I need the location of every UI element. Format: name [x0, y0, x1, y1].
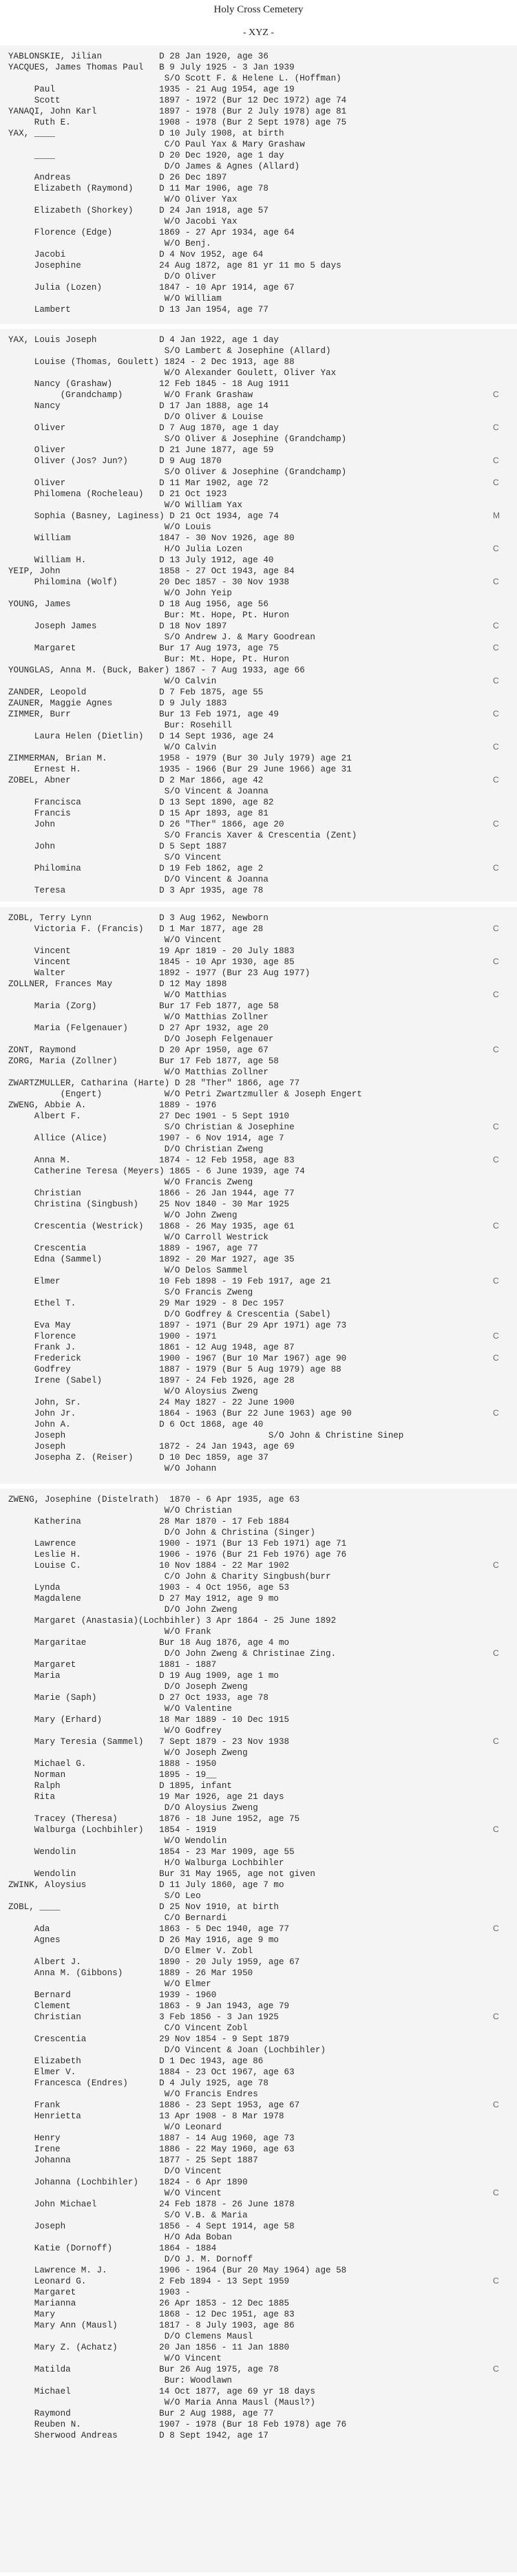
record-line: (Engert) W/O Petri Zwartzmuller & Joseph Engert: [8, 1089, 362, 1099]
record-line: Joseph James D 18 Nov 1897: [8, 621, 227, 631]
record-line: Agnes D 26 May 1916, age 9 mo: [8, 1935, 279, 1945]
record-line: Oliver D 11 Mar 1902, age 72: [8, 478, 268, 488]
record-line: Oliver (Jos? Jun?) D 9 Aug 1870: [8, 456, 222, 466]
record-line: Ernest H. 1935 - 1966 (Bur 29 June 1966) age 31: [8, 765, 352, 774]
record-line: Teresa D 3 Apr 1935, age 78: [8, 886, 264, 895]
margin-mark: C: [493, 742, 499, 752]
record-line: Wendolin 1854 - 23 Mar 1909, age 55: [8, 1847, 295, 1857]
record-line: Lawrence 1900 - 1971 (Bur 13 Feb 1971) age 71: [8, 1539, 347, 1548]
margin-mark: C: [493, 819, 499, 829]
record-line: W/O Delos Sammel: [8, 1266, 248, 1275]
margin-mark: C: [493, 1560, 499, 1570]
record-line: Elizabeth (Shorkey) D 24 Jan 1918, age 57: [8, 206, 268, 215]
record-line: Johanna (Lochbihler) 1824 - 6 Apr 1890: [8, 2178, 248, 2187]
margin-mark: C: [493, 544, 499, 553]
record-line: Mary 1868 - 12 Dec 1951, age 83: [8, 2310, 295, 2319]
margin-mark: C: [493, 676, 499, 685]
margin-mark: C: [493, 1648, 499, 1658]
record-line: H/O Walburga Lochbihler: [8, 1858, 284, 1868]
record-line: W/O Alexander Goulett, Oliver Yax: [8, 368, 337, 378]
record-line: Elmer V. 1884 - 23 Oct 1967, age 63: [8, 2067, 295, 2077]
record-line: W/O Matthias Zollner: [8, 1012, 268, 1022]
record-line: ZOLLNER, Frances May D 12 May 1898: [8, 979, 227, 989]
record-line: Paul 1935 - 21 Aug 1954, age 19: [8, 85, 295, 94]
record-line: Allice (Alice) 1907 - 6 Nov 1914, age 7: [8, 1133, 284, 1143]
margin-mark: C: [493, 577, 499, 586]
record-line: C/O Paul Yax & Mary Grashaw: [8, 140, 305, 149]
record-line: S/O V.B. & Maria: [8, 2211, 248, 2220]
margin-mark: C: [493, 456, 499, 465]
record-line: S/O Andrew J. & Mary Goodrean: [8, 632, 315, 642]
record-line: John D 5 Sept 1887: [8, 842, 227, 851]
record-line: Ethel T. 29 Mar 1929 - 8 Dec 1957: [8, 1299, 284, 1308]
record-line: W/O Johann: [8, 1464, 217, 1473]
record-panel-2: [0, 329, 517, 902]
record-line: W/O Calvin: [8, 743, 217, 752]
record-line: H/O Julia Lozen: [8, 544, 243, 554]
record-line: Katherina 28 Mar 1870 - 17 Feb 1884: [8, 1517, 290, 1526]
margin-mark: C: [493, 709, 499, 718]
record-line: Albert F. 27 Dec 1901 - 5 Sept 1910: [8, 1111, 290, 1121]
record-line: D/O Godfrey & Crescentia (Sabel): [8, 1310, 331, 1319]
record-line: W/O Elmer: [8, 1979, 211, 1989]
record-line: Frank J. 1861 - 12 Aug 1948, age 87: [8, 1343, 295, 1352]
record-line: William 1847 - 30 Nov 1926, age 80: [8, 533, 295, 543]
record-line: Margaret (Anastasia)(Lochbihler) 3 Apr 1864 - 25 June 1892: [8, 1616, 337, 1626]
record-line: W/O Jacobi Yax: [8, 217, 238, 226]
record-line: W/O Christian: [8, 1506, 232, 1515]
record-line: S/O Lambert & Josephine (Allard): [8, 346, 331, 356]
margin-mark: C: [493, 390, 499, 399]
record-line: Marianna 26 Apr 1853 - 12 Dec 1885: [8, 2299, 290, 2308]
record-line: D/O John Zweng: [8, 1605, 238, 1615]
record-line: Sherwood Andreas D 8 Sept 1942, age 17: [8, 2431, 268, 2440]
record-line: Scott 1897 - 1972 (Bur 12 Dec 1972) age 74: [8, 96, 347, 105]
record-line: ZANDER, Leopold D 7 Feb 1875, age 55: [8, 688, 264, 697]
record-line: YACQUES, James Thomas Paul B 9 July 1925 - 3 Jan 1939: [8, 63, 295, 72]
record-line: Walburga (Lochbihler) 1854 - 1919: [8, 1825, 217, 1835]
record-panel-4: [0, 1489, 517, 2573]
margin-mark: C: [493, 957, 499, 966]
record-line: Lynda 1903 - 4 Oct 1956, age 53: [8, 1583, 290, 1593]
record-line: C/O John & Charity Singbush(burr: [8, 1572, 331, 1582]
record-line: Lambert D 13 Jan 1954, age 77: [8, 305, 268, 315]
record-line: Vincent 1845 - 10 Apr 1930, age 85: [8, 957, 295, 967]
record-line: D/O Vincent & Joanna: [8, 875, 268, 884]
margin-mark: M: [493, 511, 500, 520]
record-line: Matilda Bur 26 Aug 1975, age 78: [8, 2365, 279, 2374]
record-line: D/O John Zweng & Christinae Zing.: [8, 1649, 337, 1659]
record-line: W/O Calvin: [8, 677, 217, 686]
record-line: Crescentia (Westrick) 1868 - 26 May 1935, age 61: [8, 1222, 295, 1231]
margin-mark: C: [493, 1824, 499, 1834]
margin-mark: C: [493, 1331, 499, 1341]
record-line: John Michael 24 Feb 1878 - 26 June 1878: [8, 2200, 295, 2209]
record-line: D/O Aloysius Zweng: [8, 1803, 258, 1813]
record-line: W/O Matthias Zollner: [8, 1067, 268, 1077]
record-line: Bur: Mt. Hope, Pt. Huron: [8, 610, 290, 620]
record-line: D/O Vincent: [8, 2167, 222, 2176]
record-line: Victoria F. (Francis) D 1 Mar 1877, age 28: [8, 924, 264, 934]
document-subtitle: - XYZ -: [242, 28, 275, 38]
record-line: W/O William Yax: [8, 500, 243, 510]
record-line: Ruth E. 1908 - 1978 (Bur 2 Sept 1978) age 75: [8, 118, 347, 127]
record-line: YOUNG, James D 18 Aug 1956, age 56: [8, 599, 268, 609]
record-line: D/O Oliver: [8, 272, 217, 281]
record-line: Michael G. 1888 - 1950: [8, 1759, 217, 1769]
record-line: Margaret Bur 17 Aug 1973, age 75: [8, 643, 279, 653]
record-line: ZWENG, Abbie A. 1889 - 1976: [8, 1100, 217, 1110]
margin-mark: C: [493, 478, 499, 487]
record-line: Michael 14 Oct 1877, age 69 yr 18 days: [8, 2387, 315, 2396]
record-line: YANAQI, John Karl 1897 - 1978 (Bur 2 July 1978) age 81: [8, 107, 347, 116]
record-line: ZOBL, Terry Lynn D 3 Aug 1962, Newborn: [8, 913, 268, 923]
record-line: D/O James & Agnes (Allard): [8, 162, 300, 171]
record-line: S/O Scott F. & Helene L. (Hoffman): [8, 74, 341, 83]
record-line: Francis D 15 Apr 1893, age 81: [8, 809, 268, 818]
margin-mark: C: [493, 1155, 499, 1164]
record-line: Mary (Erhard) 18 Mar 1889 - 10 Dec 1915: [8, 1715, 290, 1725]
record-line: ZOBEL, Abner D 2 Mar 1866, age 42: [8, 776, 264, 785]
record-line: Lawrence M. J. 1906 - 1964 (Bur 20 May 1964) age 58: [8, 2266, 347, 2275]
record-line: Rita 19 Mar 1926, age 21 days: [8, 1792, 284, 1802]
record-line: Josephine 24 Aug 1872, age 81 yr 11 mo 5 days: [8, 261, 341, 270]
record-line: Marie (Saph) D 27 Oct 1933, age 78: [8, 1693, 268, 1703]
record-line: Katie (Dornoff) 1864 - 1884: [8, 2244, 217, 2253]
record-line: Henrietta 13 Apr 1908 - 8 Mar 1978: [8, 2111, 284, 2121]
record-line: Christian 3 Feb 1856 - 3 Jan 1925: [8, 2012, 279, 2022]
record-line: Josepha Z. (Reiser) D 10 Dec 1859, age 37: [8, 1453, 268, 1462]
record-line: YAX, ____ D 10 July 1908, at birth: [8, 129, 284, 138]
record-line: Francisca D 13 Sept 1890, age 82: [8, 798, 274, 807]
record-line: D/O Clemens Mausl: [8, 2332, 253, 2341]
record-line: Tracey (Theresa) 1876 - 18 June 1952, age 75: [8, 1814, 300, 1824]
record-line: Catherine Teresa (Meyers) 1865 - 6 June 1939, age 74: [8, 1167, 305, 1176]
record-line: Walter 1892 - 1977 (Bur 23 Aug 1977): [8, 968, 310, 978]
record-line: John A. D 6 Oct 1868, age 40: [8, 1420, 264, 1429]
margin-mark: C: [493, 1353, 499, 1363]
record-line: W/O Matthias: [8, 990, 227, 1000]
record-line: Elizabeth (Raymond) D 11 Mar 1906, age 78: [8, 184, 268, 193]
record-line: ZWARTZMULLER, Catharina (Harte) D 28 "Ther" 1866, age 77: [8, 1078, 300, 1088]
record-line: Henry 1887 - 14 Aug 1960, age 73: [8, 2133, 295, 2143]
margin-mark: C: [493, 1736, 499, 1746]
margin-mark: C: [493, 2276, 499, 2286]
record-line: W/O Joseph Zweng: [8, 1748, 248, 1758]
record-lines: [8, 913, 490, 1474]
record-line: Maria D 19 Aug 1909, age 1 mo: [8, 1671, 279, 1681]
record-line: W/O Aloysius Zweng: [8, 1387, 258, 1396]
record-line: Bur: Woodlawn: [8, 2376, 232, 2385]
record-line: John, Sr. 24 May 1827 - 22 June 1900: [8, 1398, 295, 1407]
margin-mark: C: [493, 1221, 499, 1231]
record-line: S/O Leo: [8, 1891, 201, 1901]
record-line: H/O Ada Boban: [8, 2233, 232, 2242]
record-line: Bur: Rosehill: [8, 721, 232, 730]
record-line: D/O John & Christina (Singer): [8, 1528, 315, 1537]
record-line: C/O Bernardi: [8, 1913, 227, 1923]
record-line: W/O John Zweng: [8, 1211, 238, 1220]
margin-mark: C: [493, 1122, 499, 1131]
record-line: W/O Valentine: [8, 1704, 232, 1714]
record-line: Anna M. 1874 - 12 Feb 1958, age 83: [8, 1156, 295, 1165]
record-line: ZORG, Maria (Zollner) Bur 17 Feb 1877, age 58: [8, 1056, 279, 1066]
record-line: Mary Teresia (Sammel) 7 Sept 1879 - 23 Nov 1938: [8, 1737, 290, 1747]
margin-mark: C: [493, 1276, 499, 1286]
record-line: Philomina (Wolf) 20 Dec 1857 - 30 Nov 1938: [8, 577, 290, 587]
record-panel-1: [0, 45, 517, 324]
margin-mark: C: [493, 1045, 499, 1054]
record-line: W/O Wendolin: [8, 1836, 227, 1846]
record-line: Philomina D 19 Feb 1862, age 2: [8, 864, 264, 873]
record-line: Elmer 10 Feb 1898 - 19 Feb 1917, age 21: [8, 1277, 331, 1286]
record-line: D/O Joseph Felgenauer: [8, 1034, 274, 1044]
record-line: Ralph D 1895, infant: [8, 1781, 232, 1791]
record-line: YOUNGLAS, Anna M. (Buck, Baker) 1867 - 7 Aug 1933, age 66: [8, 666, 305, 675]
record-line: Florence (Edge) 1869 - 27 Apr 1934, age 64: [8, 228, 295, 237]
margin-mark: C: [493, 924, 499, 933]
record-line: (Grandchamp) W/O Frank Grashaw: [8, 390, 253, 400]
record-line: ZIMMERMAN, Brian M. 1958 - 1979 (Bur 30 July 1979) age 21: [8, 754, 352, 763]
record-line: YEIP, John 1858 - 27 Oct 1943, age 84: [8, 566, 295, 576]
record-line: Maria (Felgenauer) D 27 Apr 1932, age 20: [8, 1023, 268, 1033]
record-line: Clement 1863 - 9 Jan 1943, age 79: [8, 2001, 290, 2011]
record-line: Mary Z. (Achatz) 20 Jan 1856 - 11 Jan 1880: [8, 2343, 290, 2352]
margin-mark: C: [493, 423, 499, 432]
record-line: Ada 1863 - 5 Dec 1940, age 77: [8, 1924, 290, 1934]
record-line: ZOBL, ____ D 25 Nov 1910, at birth: [8, 1902, 279, 1912]
record-line: ZIMMER, Burr Bur 13 Feb 1971, age 49: [8, 710, 279, 719]
record-line: Mary Ann (Mausl) 1817 - 8 July 1903, age 86: [8, 2321, 295, 2330]
document-title: Holy Cross Cemetery: [213, 4, 304, 15]
record-line: Bur: Mt. Hope, Pt. Huron: [8, 654, 290, 664]
record-line: Frederick 1900 - 1967 (Bur 10 Mar 1967) age 90: [8, 1354, 347, 1363]
record-line: D/O Christian Zweng: [8, 1145, 264, 1154]
record-line: Norman 1895 - 19__: [8, 1770, 217, 1780]
record-line: Nancy D 17 Jan 1888, age 14: [8, 401, 268, 411]
record-line: W/O Maria Anna Mausl (Mausl?): [8, 2398, 315, 2407]
record-line: YABLONSKIE, Jilian D 28 Jan 1920, age 36: [8, 52, 268, 61]
record-line: Laura Helen (Dietlin) D 14 Sept 1936, age 24: [8, 732, 274, 741]
record-line: Irene (Sabel) 1897 - 24 Feb 1926, age 28: [8, 1376, 295, 1385]
margin-mark: C: [493, 863, 499, 873]
record-line: Magdalene D 27 May 1912, age 9 mo: [8, 1594, 279, 1604]
record-line: Johanna 1877 - 25 Sept 1887: [8, 2155, 258, 2165]
record-line: Leslie H. 1906 - 1976 (Bur 21 Feb 1976) age 76: [8, 1550, 347, 1560]
record-line: Leonard G. 2 Feb 1894 - 13 Sept 1959: [8, 2277, 290, 2286]
margin-mark: C: [493, 2100, 499, 2109]
record-line: S/O Christian & Josephine: [8, 1122, 295, 1132]
record-line: Frank 1886 - 23 Sept 1953, age 67: [8, 2100, 300, 2110]
record-line: Bernard 1939 - 1960: [8, 1990, 217, 2000]
record-line: Crescentia 1889 - 1967, age 77: [8, 1244, 258, 1253]
record-line: W/O Francis Zweng: [8, 1178, 253, 1187]
margin-mark: C: [493, 643, 499, 652]
record-line: W/O Benj.: [8, 239, 211, 248]
record-line: Margaret 1881 - 1887: [8, 1660, 217, 1670]
record-line: Philomena (Rocheleau) D 21 Oct 1923: [8, 489, 227, 499]
record-line: D/O Joseph Zweng: [8, 1682, 248, 1692]
record-line: W/O Frank: [8, 1627, 211, 1637]
record-line: Irene 1886 - 22 May 1960, age 63: [8, 2144, 295, 2154]
record-line: C/O Vincent Zobl: [8, 2023, 248, 2033]
record-line: ZONT, Raymond D 20 Apr 1950, age 67: [8, 1045, 268, 1055]
record-line: Wendolin Bur 31 May 1965, age not given: [8, 1869, 315, 1879]
record-line: William H. D 13 July 1912, age 40: [8, 555, 274, 565]
record-line: W/O Vincent: [8, 935, 222, 945]
record-line: S/O Vincent: [8, 853, 222, 862]
record-line: Joseph 1856 - 4 Sept 1914, age 58: [8, 2222, 295, 2231]
record-panel-3: [0, 907, 517, 1484]
record-line: W/O Francis Endres: [8, 2089, 258, 2099]
record-line: W/O Louis: [8, 522, 211, 532]
record-line: Julia (Lozen) 1847 - 10 Apr 1914, age 67: [8, 283, 295, 292]
record-line: S/O Francis Zweng: [8, 1288, 253, 1297]
margin-mark: C: [493, 2364, 499, 2374]
record-line: Anna M. (Gibbons) 1889 - 26 Mar 1950: [8, 1968, 253, 1978]
record-line: W/O Leonard: [8, 2122, 222, 2132]
record-line: Maria (Zorg) Bur 17 Feb 1877, age 58: [8, 1001, 279, 1011]
margin-mark: C: [493, 1924, 499, 1933]
margin-mark: C: [493, 775, 499, 785]
record-line: Christian 1866 - 26 Jan 1944, age 77: [8, 1189, 295, 1198]
record-line: Joseph 1872 - 24 Jan 1943, age 69: [8, 1442, 295, 1451]
record-line: D/O Elmer V. Zobl: [8, 1946, 253, 1956]
record-line: Edna (Sammel) 1892 - 20 Mar 1927, age 35: [8, 1255, 295, 1264]
record-line: Godfrey 1887 - 1979 (Bur 5 Aug 1979) age 88: [8, 1365, 341, 1374]
record-line: S/O Oliver & Josephine (Grandchamp): [8, 467, 347, 477]
record-line: Vincent 19 Apr 1819 - 20 July 1883: [8, 946, 295, 956]
record-line: W/O Vincent: [8, 2189, 222, 2198]
record-line: Eva May 1897 - 1971 (Bur 29 Apr 1971) age 73: [8, 1321, 347, 1330]
record-line: D/O J. M. Dornoff: [8, 2255, 253, 2264]
record-line: W/O Oliver Yax: [8, 195, 238, 204]
margin-mark: C: [493, 2188, 499, 2197]
record-line: Louise C. 10 Nov 1884 - 22 Mar 1902: [8, 1561, 290, 1571]
record-line: Oliver D 7 Aug 1870, age 1 day: [8, 423, 279, 433]
record-line: W/O Vincent: [8, 2354, 222, 2363]
record-line: W/O William: [8, 294, 222, 304]
record-line: Elizabeth D 1 Dec 1943, age 86: [8, 2056, 264, 2066]
record-line: S/O Vincent & Joanna: [8, 787, 268, 796]
record-line: ZWENG, Josephine (Distelrath) 1870 - 6 Apr 1935, age 63: [8, 1495, 300, 1504]
record-line: John D 26 "Ther" 1866, age 20: [8, 820, 284, 829]
record-line: Christina (Singbush) 25 Nov 1840 - 30 Mar 1925: [8, 1200, 290, 1209]
record-line: S/O Oliver & Josephine (Grandchamp): [8, 434, 347, 444]
record-line: S/O Francis Xaver & Crescentia (Zent): [8, 831, 357, 840]
record-line: Margaret 1903 -: [8, 2288, 196, 2297]
record-line: W/O Godfrey: [8, 1726, 222, 1736]
record-line: Jacobi D 4 Nov 1952, age 64: [8, 250, 264, 259]
record-line: W/O Carroll Westrick: [8, 1233, 268, 1242]
margin-mark: C: [493, 2012, 499, 2021]
record-line: John Jr. 1864 - 1963 (Bur 22 June 1963) age 90: [8, 1409, 352, 1418]
record-line: Oliver D 21 June 1877, age 59: [8, 445, 274, 455]
record-line: Louise (Thomas, Goulett) 1824 - 2 Dec 1913, age 88: [8, 357, 295, 367]
record-line: Andreas D 26 Dec 1897: [8, 173, 227, 182]
record-line: Nancy (Grashaw) 12 Feb 1845 - 18 Aug 1911: [8, 379, 290, 389]
record-lines: [8, 1494, 490, 2441]
record-line: Crescentia 29 Nov 1854 - 9 Sept 1879: [8, 2034, 290, 2044]
record-line: Joseph S/O John & Christine Sinep: [8, 1431, 404, 1440]
record-line: W/O John Yeip: [8, 588, 232, 598]
record-line: Sophia (Basney, Laginess) D 21 Oct 1934, age 74: [8, 511, 279, 521]
record-line: Florence 1900 - 1971: [8, 1332, 217, 1341]
record-line: Reuben N. 1907 - 1978 (Bur 18 Feb 1978) age 76: [8, 2420, 347, 2429]
record-line: Albert J. 1890 - 20 July 1959, age 67: [8, 1957, 300, 1967]
record-line: ZWINK, Aloysius D 11 July 1860, age 7 mo: [8, 1880, 284, 1890]
margin-mark: C: [493, 990, 499, 999]
record-line: D/O Vincent & Joan (Lochbihler): [8, 2045, 326, 2055]
record-line: D/O Oliver & Louise: [8, 412, 264, 422]
record-lines: [8, 51, 490, 315]
record-line: Francesca (Endres) D 4 July 1925, age 78: [8, 2078, 268, 2088]
record-line: YAX, Louis Joseph D 4 Jan 1922, age 1 day: [8, 335, 279, 345]
record-line: ____ D 20 Dec 1920, age 1 day: [8, 151, 284, 160]
margin-mark: C: [493, 621, 499, 630]
margin-mark: C: [493, 1408, 499, 1418]
record-line: Margaritae Bur 18 Aug 1876, age 4 mo: [8, 1638, 290, 1648]
record-line: Raymond Bur 2 Aug 1988, age 77: [8, 2409, 274, 2418]
record-line: ZAUNER, Maggie Agnes D 9 July 1883: [8, 699, 227, 708]
record-lines: [8, 334, 490, 896]
